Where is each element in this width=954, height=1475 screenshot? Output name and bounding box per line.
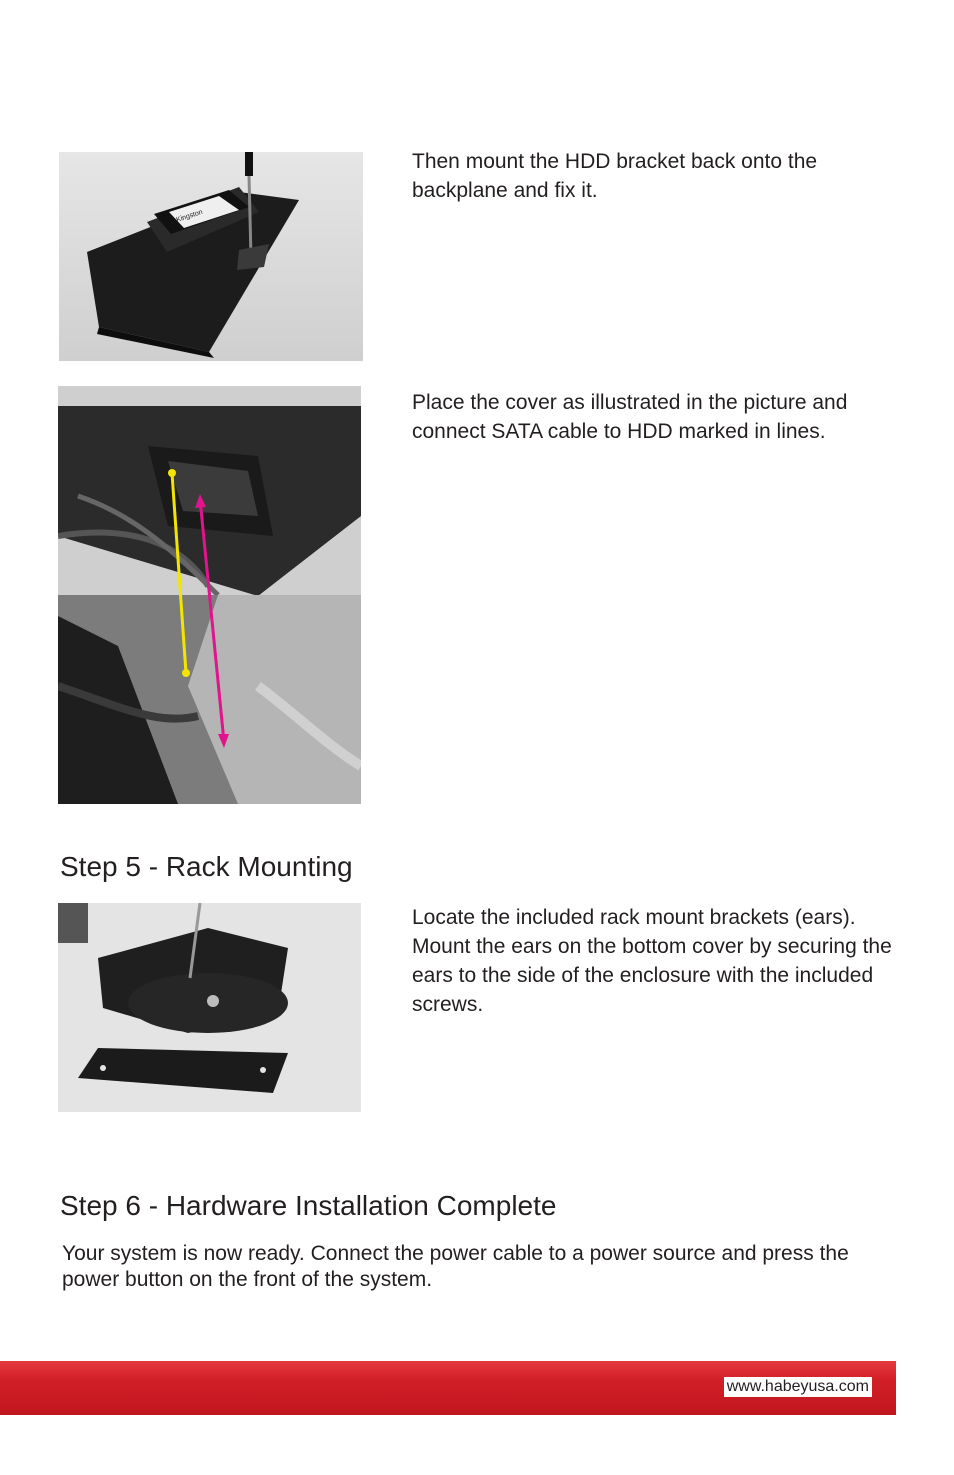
ssd-capacity-label: 8GB [207, 202, 222, 212]
rack-mount-illustration [58, 903, 361, 1112]
step6-text: Your system is now ready. Connect the power cable to a power source and press the power button on the front of the system. [62, 1242, 849, 1291]
rack-mount-photo [58, 903, 361, 1112]
ssd-brand-label: Kingston [175, 208, 204, 224]
hdd-bracket-photo [59, 152, 363, 361]
footer-bar [0, 1361, 896, 1415]
hdd-bracket-illustration [59, 152, 363, 361]
step5-heading: Step 5 - Rack Mounting [60, 851, 353, 882]
rack-mount-text: Locate the included rack mount brackets (ears). Mount the ears on the bottom cover by securing the ears to the side of the enclosure with the included screws. [412, 906, 892, 1016]
sata-cable-illustration [58, 386, 361, 804]
place-cover-text: Place the cover as illustrated in the picture and connect SATA cable to HDD marked in lines. [412, 391, 848, 443]
step6-heading: Step 6 - Hardware Installation Complete [60, 1190, 557, 1221]
sata-cable-photo [58, 386, 361, 804]
website-link[interactable]: www.habeyusa.com [724, 1377, 872, 1397]
mount-bracket-text: Then mount the HDD bracket back onto the backplane and fix it. [412, 150, 818, 202]
